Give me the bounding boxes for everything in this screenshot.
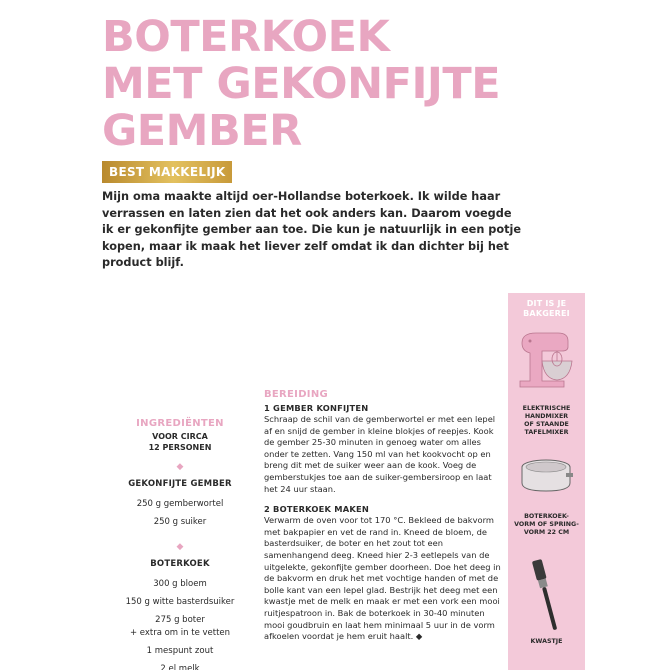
- section-ginger-title: GEKONFIJTE GEMBER: [128, 479, 232, 489]
- ingredient-item: + extra om in te vetten: [129, 628, 231, 638]
- equipment-sidebar: [508, 293, 585, 670]
- title-line-3: GEMBER: [102, 106, 302, 156]
- sidebar-title-line-2: BAKGEREI: [523, 309, 570, 318]
- diamond-icon: ◆: [176, 462, 184, 472]
- ingredient-item: 150 g witte basterdsuiker: [125, 597, 235, 607]
- step-2-title: 2 BOTERKOEK MAKEN: [264, 504, 369, 515]
- tool-2-line: BOTERKOEK-: [524, 513, 569, 520]
- tool-1-line: OF STAANDE: [524, 421, 569, 428]
- portion-line-1: VOOR CIRCA: [152, 432, 208, 441]
- step-1-title: 1 GEMBER KONFIJTEN: [264, 403, 369, 413]
- tool-3-label: [508, 638, 585, 646]
- ingredients-column: [106, 418, 254, 670]
- diamond-icon: ◆: [176, 542, 184, 552]
- section-cake-title: BOTERKOEK: [150, 559, 210, 569]
- ingredient-item: 250 g gemberwortel: [136, 499, 224, 509]
- pastry-brush-icon: [508, 555, 585, 637]
- tool-2-line: VORM 22 CM: [523, 529, 570, 536]
- recipe-title: [102, 14, 532, 155]
- tool-1-line: TAFELMIXER: [524, 429, 569, 436]
- difficulty-badge: BEST MAKKELIJK: [102, 161, 232, 183]
- intro-text: Mijn oma maakte altijd oer-Hollandse boterkoek. Ik wilde haar verrassen en laten zien dat het ook anders kan. Daarom voegde ik er gekonfijte gember aan toe. Die kun je natuurlijk in een potje kopen, maar ik maak het liever zelf omdat ik dan dichter bij het product blijf.: [102, 190, 522, 269]
- method-column: [264, 389, 502, 643]
- portion-line-2: 12 PERSONEN: [148, 443, 212, 452]
- tool-1-line: HANDMIXER: [524, 413, 569, 420]
- tool-2-label: [508, 513, 585, 537]
- title-line-2: MET GEKONFIJTE: [102, 59, 501, 109]
- tool-3-line: KWASTJE: [530, 638, 563, 645]
- ingredient-item: 250 g suiker: [153, 517, 207, 527]
- step-2-text: Verwarm de oven voor tot 170 °C. Bekleed de bakvorm met bakpapier en vet de rand in. Kneed de bloem, de basterdsuiker, de boter en het zout tot een samenhangend deeg. Kneed hier 2-3 eetlepels van de uitgelekte, gekonfijte gember doorheen. Doe het deeg in de bakvorm en druk het met vochtige handen of met de bolle kant van een lepel glad. Bestrijk het deeg met een kwastje met de melk en maak er met een vork een mooi ruitjespatroon in. Bak de boterkoek in 30-40 minuten mooi goudbruin en laat hem minimaal 5 uur in de vorm afkoelen voordat je hem eruit haalt. ◆: [264, 515, 501, 642]
- ingredient-item: 1 mespunt zout: [146, 646, 214, 656]
- tool-1-label: [508, 405, 585, 437]
- ingredient-item: 2 el melk: [160, 664, 200, 670]
- ingredients-heading: INGREDIËNTEN: [136, 418, 224, 429]
- tool-2-line: VORM OF SPRING-: [514, 521, 579, 528]
- step-1-text: Schraap de schil van de gemberwortel er met een lepel af en snijd de gember in kleine blokjes of reepjes. Kook de gember 25-30 minuten in genoeg water om alles onder te zetten. Vang 150 ml van het kookvocht op en breng dit met de suiker weer aan de kook. Voeg de gemberstukjes toe aan de suiker-gembersiroop en laat het 24 uur staan.: [264, 414, 496, 494]
- ingredient-item: 300 g bloem: [153, 579, 207, 589]
- stand-mixer-icon: [508, 323, 585, 398]
- title-line-1: BOTERKOEK: [102, 12, 390, 62]
- sidebar-title-line-1: DIT IS JE: [526, 299, 567, 308]
- tool-1-line: ELEKTRISCHE: [522, 405, 571, 412]
- sidebar-title: [508, 299, 585, 319]
- method-heading: BEREIDING: [264, 389, 329, 400]
- springform-pan-icon: [508, 449, 585, 509]
- ingredient-item: 275 g boter: [155, 615, 205, 625]
